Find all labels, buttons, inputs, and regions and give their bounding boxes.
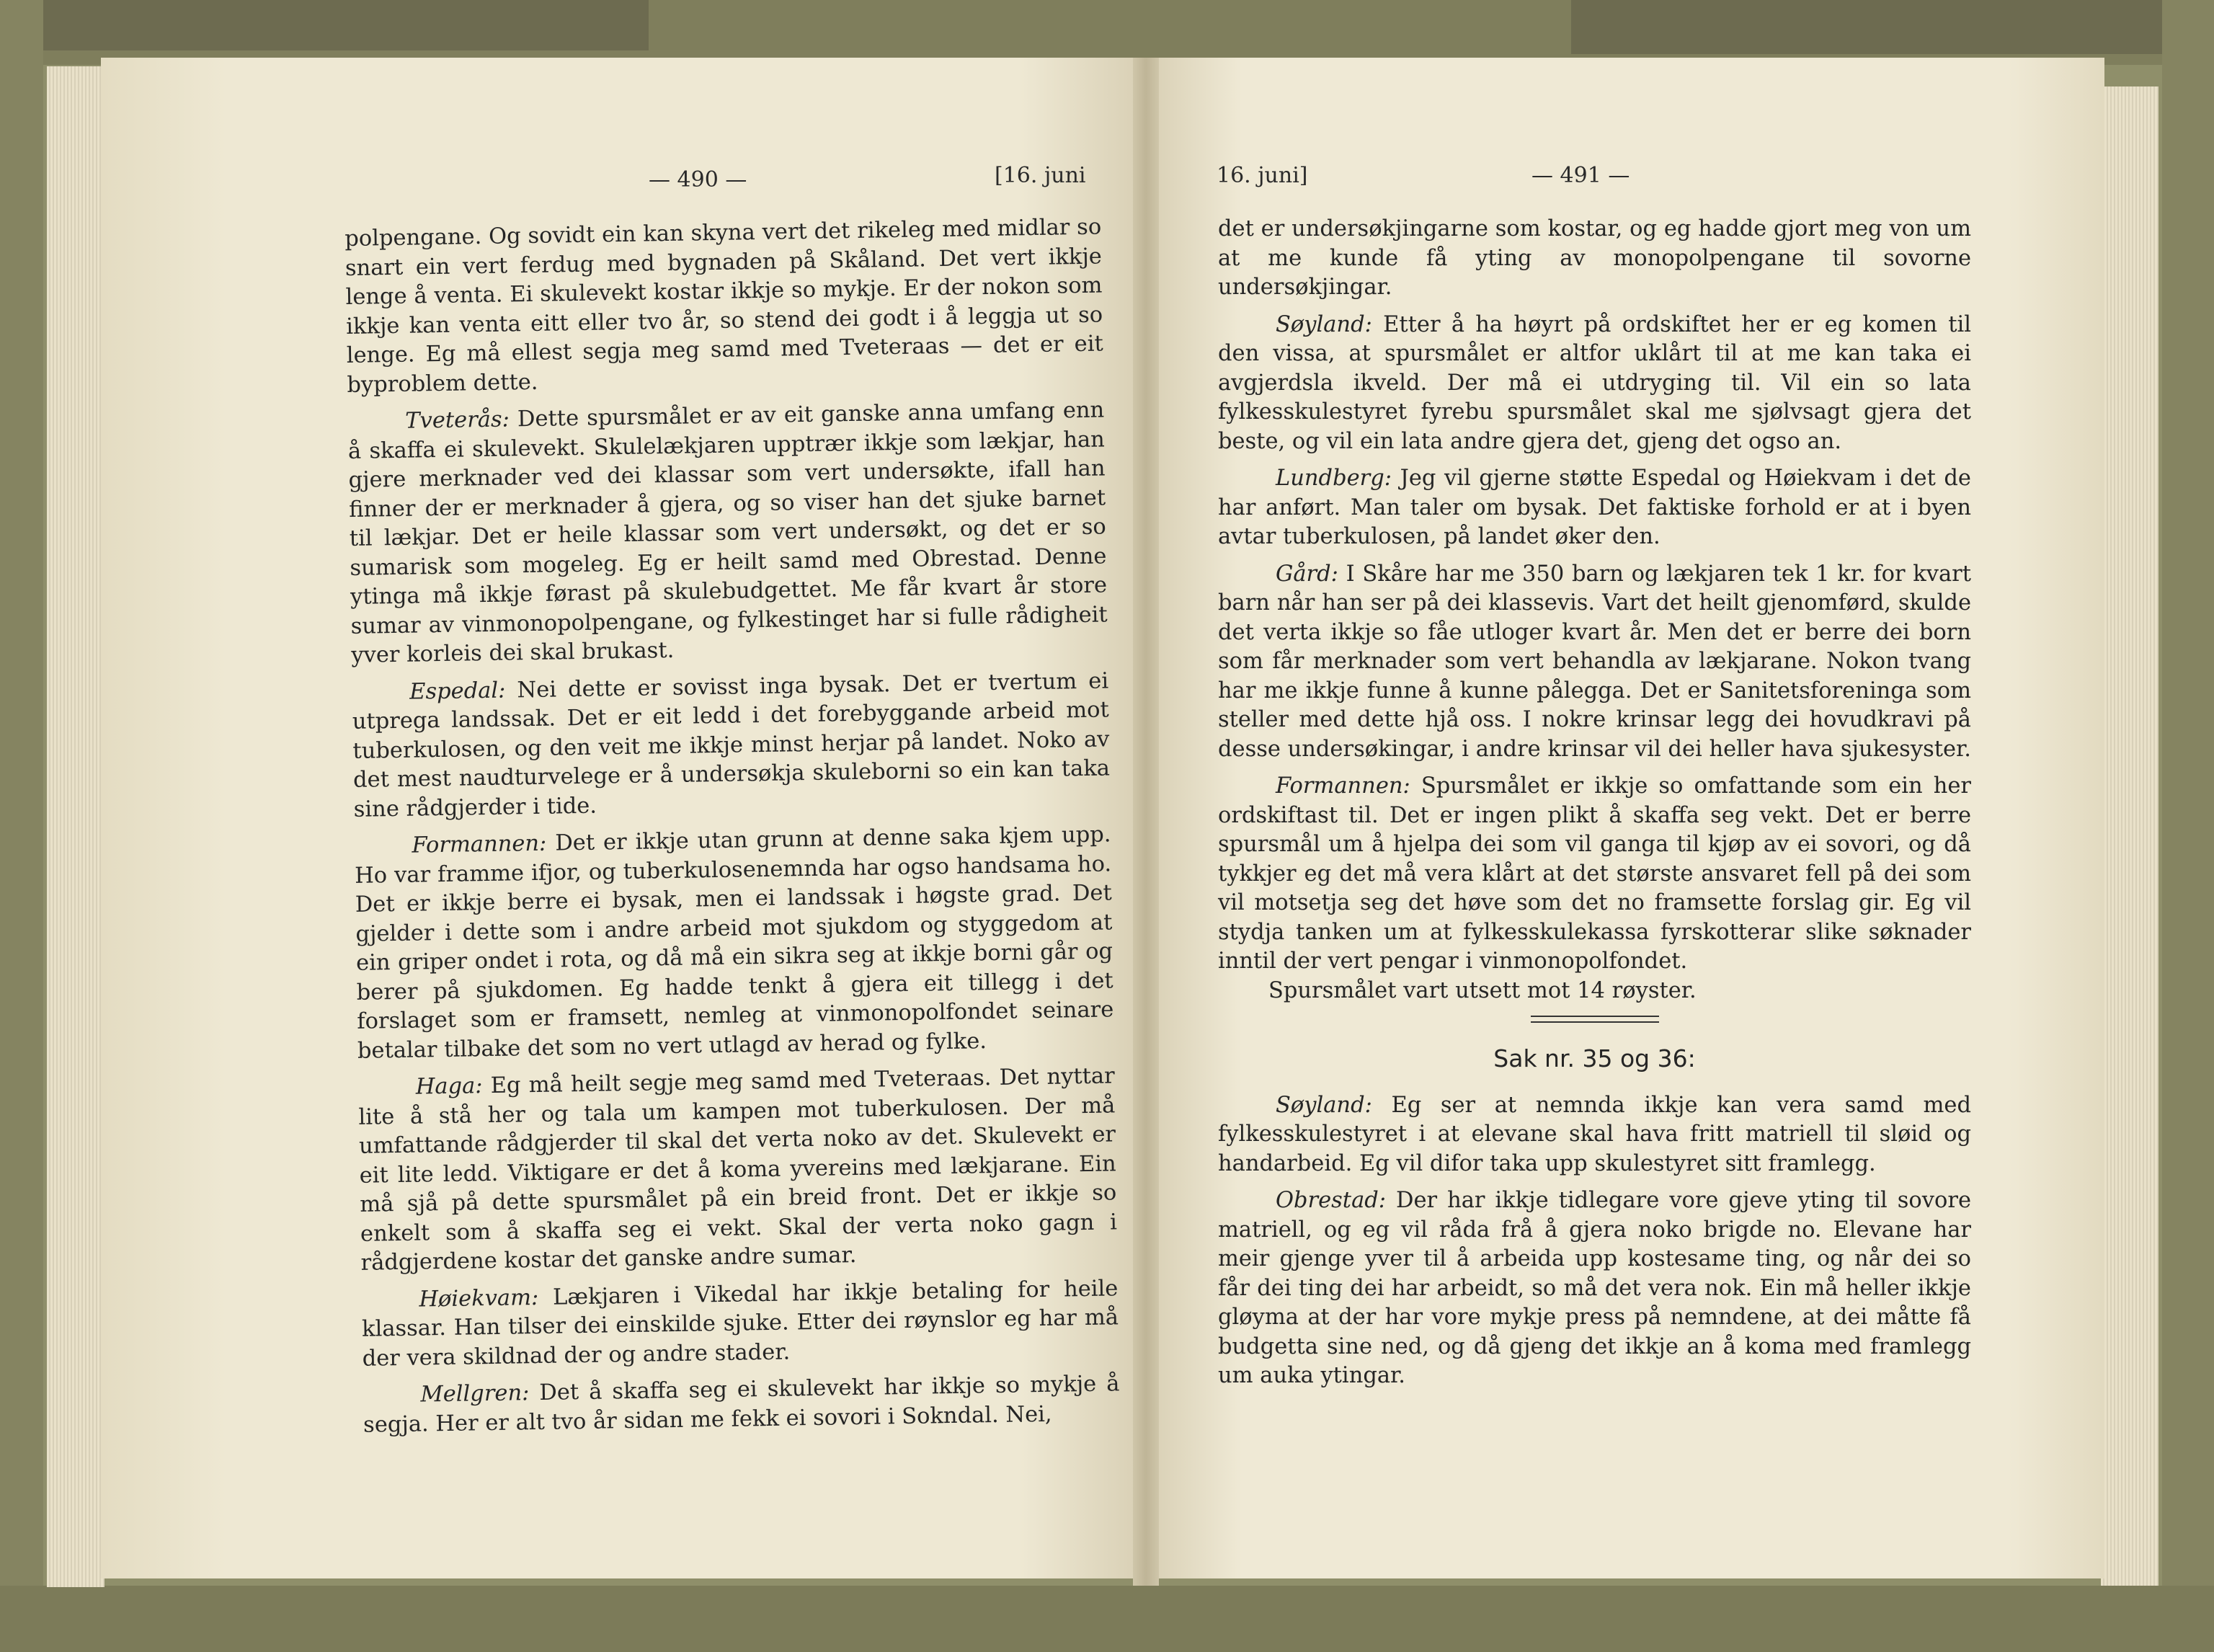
- book-cover-left: [0, 0, 43, 1652]
- paragraph: Espedal: Nei dette er sovisst inga bysak. Det er tvertum ei utprega landssak. Det er eit ledd i det forebyggande arbeid mot tuberkulosen, og den veit me ikkje minst herjar på landet. Noko av det mest naudturvelege er å undersøkja skuleborni so ein kan taka sine rådgjerder i tide.: [352, 667, 1111, 822]
- book-gutter: [1133, 58, 1159, 1586]
- paragraph: Tveterås: Dette spursmålet er av eit ganske anna umfang enn å skaffa ei skulevekt. Skulelækjaren upptrær ikkje som lækjar, han gjere merknader ved dei klassar som vert undersøkte, ifall han finner der er merknader å gjera, og so viser han det sjuke barnet til lækjar. Det er heile klassar som vert undersøkt, og det er so sumarisk som mogeleg. Eg er heilt samd med Obrestad. Denne ytinga må ikkje førast på skulebudgettet. Me får kvart år store sumar av vinmonopolpengane, og fylkestinget har si fulle rådigheit yver korleis dei skal brukast.: [347, 397, 1108, 668]
- speaker-name: Høiekvam:: [419, 1284, 539, 1313]
- vote-result: Spursmålet vart utsett mot 14 røyster.: [1268, 977, 1697, 1003]
- right-page-text: [1218, 215, 1971, 1399]
- left-date-header: [16. juni: [995, 163, 1086, 188]
- page-edges-left: [47, 66, 105, 1587]
- speaker-name: Espedal:: [409, 678, 506, 705]
- binding-strap-left: [0, 0, 649, 50]
- speaker-name: Haga:: [415, 1073, 483, 1100]
- book-cover-bottom: [0, 1586, 2214, 1652]
- left-page-number: — 490 —: [649, 167, 747, 192]
- paragraph: Høiekvam: Lækjaren i Vikedal har ikkje betaling for heile klassar. Han tilser dei einskilde sjuke. Etter dei røynslor eg har må der vera skildnad der og andre stader.: [361, 1275, 1119, 1372]
- paragraph: Gård: I Skåre har me 350 barn og lækjaren tek 1 kr. for kvart barn når han ser på dei klassevis. Vart det heilt gjenomførd, skulde det verta ikkje so fåe utloger kvart år. Men det er berre dei born som får merknader som vert behandla av lækjarane. Nokon tvang har me ikkje funne å kunne pålegga. Det er Sanitetsforeninga som steller med dette hjå oss. I nokre krinsar legg dei hovudkravi på desse undersøkingar, i andre krinsar vil dei heller hava sjukesyster.: [1218, 561, 1971, 762]
- paragraph: Formannen: Det er ikkje utan grunn at denne saka kjem upp. Ho var framme ifjor, og tuberkulosenemnda har ogso handsama ho. Det er ikkje berre ei bysak, men ei landssak i høgste grad. Det gjelder i dette som i andre arbeid mot sjukdom og styggedom at ein griper ondet i rota, og då må ein sikra seg at ikkje borni går og berer på sjukdomen. Eg hadde tenkt å gjera eit tillegg i det forslaget som er framsett, nemleg at vinmonopolfondet seinare betalar tilbake det som no vert utlagd av herad og fylke.: [354, 822, 1114, 1064]
- paragraph: polpengane. Og sovidt ein kan skyna vert det rikeleg med midlar so snart ein vert ferdug med bygnaden på Skåland. Det vert ikkje lenge å venta. Ei skulevekt kostar ikkje so mykje. Er der nokon som ikkje kan venta eitt eller tvo år, so stend dei godt i å leggja ut so lenge. Eg må ellest segja meg samd med Tveteraas — det er eit byproblem dette.: [344, 214, 1103, 398]
- left-page-text: [344, 213, 1121, 1448]
- paragraph: Mellgren: Det å skaffa seg ei skulevekt har ikkje so mykje å segja. Her er alt tvo år sidan me fekk ei sovori i Sokndal. Nei,: [363, 1371, 1120, 1438]
- speaker-name: Formannen:: [1276, 773, 1410, 799]
- speaker-name: Tveterås:: [405, 407, 510, 434]
- paragraph: Lundberg: Jeg vil gjerne støtte Espedal og Høiekvam i det de har anført. Man taler om bysak. Det faktiske forhold er at i byen avtar tuberkulosen, på landet øker den.: [1218, 466, 1971, 549]
- page-edges-right: [2101, 86, 2159, 1586]
- speaker-name: Formannen:: [412, 830, 547, 858]
- paragraph: Haga: Eg må heilt segje meg samd med Tveteraas. Det nyttar lite å stå her og tala um kampen mot tuberkulosen. Der må umfattande rådgjerder til skal det verta noko av det. Skulevekt er eit lite ledd. Viktigare er det å koma yvereins med lækjarane. Ein må sjå på dette spursmålet på ein breid front. Det er ikkje so enkelt som å skaffa seg ei vekt. Skal der verta noko gagn i rådgjerdene kostar det ganske andre sumar.: [358, 1063, 1118, 1276]
- book-cover-right: [2162, 0, 2214, 1652]
- speaker-name: Mellgren:: [420, 1380, 530, 1408]
- section-divider: [1531, 1016, 1659, 1023]
- right-date-header: 16. juni]: [1217, 163, 1308, 188]
- paragraph: Formannen: Spursmålet er ikkje so omfattande som ein her ordskiftast til. Det er ingen plikt å skaffa seg vekt. Det er berre spursmål um å hjelpa dei som vil ganga til kjøp av ei sovori, og då tykkjer eg det må vera klårt at det største ansvaret fell på dei som vil motsetja seg det høve som det no framsette forslag gir. Eg vil stydja tanken um at fylkesskulekassa fyrskotterar slike søknader inntil der vert pengar i vinmonopolfondet.: [1218, 773, 1971, 974]
- speaker-name: Gård:: [1276, 561, 1338, 587]
- paragraph: det er undersøkjingarne som kostar, og eg hadde gjort meg von um at me kunde få yting av monopolpengane til sovorne undersøkjingar.: [1218, 216, 1971, 300]
- right-page-number: — 491 —: [1531, 163, 1630, 188]
- speaker-name: Søyland:: [1276, 1092, 1372, 1118]
- paragraph: Søyland: Eg ser at nemnda ikkje kan vera samd med fylkesskulestyret i at elevane skal hava fritt matriell til sløid og handarbeid. Eg vil difor taka upp skulestyret sitt framlegg.: [1218, 1092, 1971, 1176]
- paragraph: Obrestad: Der har ikkje tidlegare vore gjeve yting til sovore matriell, og eg vil råda frå å gjera noko brigde no. Elevane har meir gjenge yver til å arbeida upp kostesame ting, og når dei so får dei ting dei har arbeidt, so må det vera nok. Ein må heller ikkje gløyma at der har vore mykje press på nemndene, at dei måtte få budgetta sine ned, og då gjeng det ikkje an å koma med framlegg um auka ytingar.: [1218, 1188, 1972, 1388]
- speaker-name: Obrestad:: [1276, 1188, 1387, 1213]
- binding-strap-right: [1571, 0, 2214, 54]
- section-title: Sak nr. 35 og 36:: [1493, 1044, 1696, 1073]
- speaker-name: Søyland:: [1276, 311, 1372, 337]
- speaker-name: Lundberg:: [1276, 466, 1392, 491]
- paragraph: Søyland: Etter å ha høyrt på ordskiftet her er eg komen til den vissa, at spursmålet er altfor uklårt til at me kan taka ei avgjerdsla ikveld. Der må ei utdryging til. Vil ein so lata fylkesskulestyret fyrebu spursmålet skal me sjølvsagt gjera det beste, og vil ein lata andre gjera det, gjeng det ogso an.: [1218, 311, 1971, 454]
